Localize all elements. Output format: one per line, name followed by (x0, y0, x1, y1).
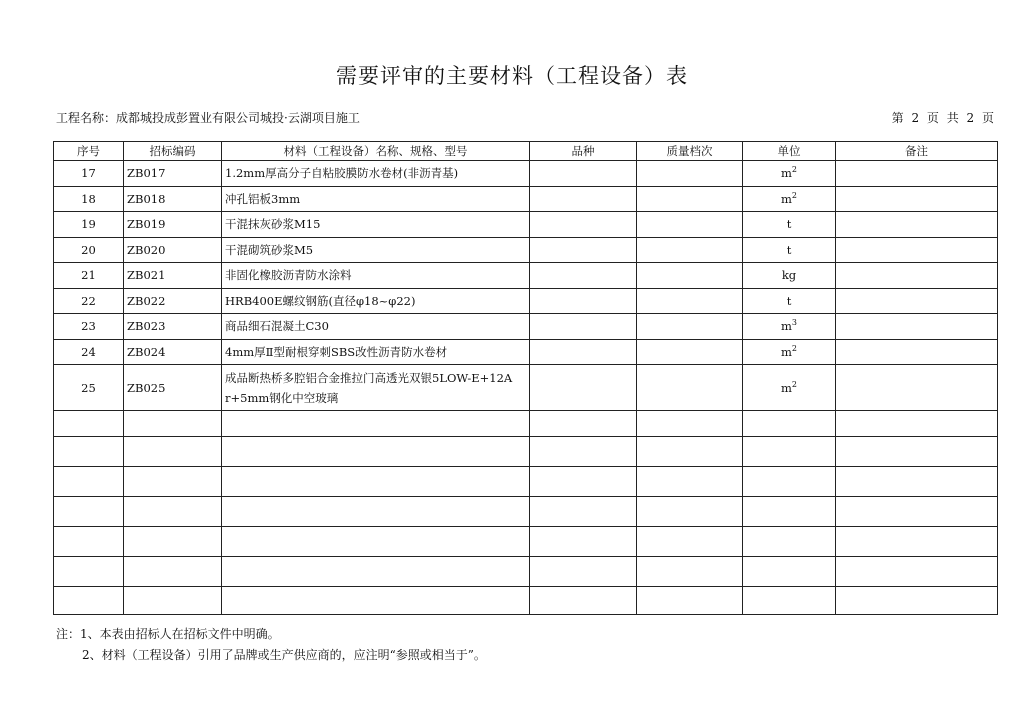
row-variety (530, 314, 637, 340)
row-remark (836, 288, 998, 314)
row-remark (836, 365, 998, 411)
row-grade (637, 237, 743, 263)
materials-table (53, 141, 998, 615)
page-number: 第 2 页 共 2 页 (891, 111, 994, 125)
row-name: HRB400E螺纹钢筋(直径φ18~φ22) (222, 288, 530, 314)
row-name: 非固化橡胶沥青防水涂料 (222, 263, 530, 289)
row-code: ZB023 (124, 314, 222, 340)
row-remark (836, 263, 998, 289)
page-title: 需要评审的主要材料（工程设备）表 (336, 64, 688, 88)
header-no: 序号 (54, 142, 124, 161)
row-variety (530, 365, 637, 411)
row-grade (637, 339, 743, 365)
notes (56, 624, 486, 666)
row-name: 1.2mm厚高分子自粘胶膜防水卷材(非沥青基) (222, 161, 530, 187)
header-unit: 单位 (743, 142, 836, 161)
project-name: 工程名称：成都城投成彭置业有限公司城投·云湖项目施工 (56, 111, 360, 125)
row-no: 17 (54, 161, 124, 187)
row-no: 20 (54, 237, 124, 263)
row-remark (836, 314, 998, 340)
row-remark (836, 212, 998, 238)
header-code: 招标编码 (124, 142, 222, 161)
row-unit: t (743, 288, 836, 314)
empty-row (54, 436, 998, 466)
row-remark (836, 161, 998, 187)
row-no: 22 (54, 288, 124, 314)
table-row (54, 339, 998, 365)
row-variety (530, 212, 637, 238)
note-2: 2、材料（工程设备）引用了品牌或生产供应商的，应注明“参照或相当于”。 (82, 648, 486, 662)
table-row (54, 314, 998, 340)
row-no: 21 (54, 263, 124, 289)
header-variety: 品种 (530, 142, 637, 161)
row-grade (637, 365, 743, 411)
row-unit: kg (743, 263, 836, 289)
table-row (54, 212, 998, 238)
row-variety (530, 237, 637, 263)
table-row (54, 161, 998, 187)
row-name: 4mm厚Ⅱ型耐根穿刺SBS改性沥青防水卷材 (222, 339, 530, 365)
row-remark (836, 237, 998, 263)
row-grade (637, 314, 743, 340)
note-1: 注：1、本表由招标人在招标文件中明确。 (56, 627, 280, 641)
row-no: 18 (54, 186, 124, 212)
row-unit: $m^2$ (743, 186, 836, 212)
row-name-line-1: 成品断热桥多腔铝合金推拉门高透光双银5LOW-E+12A (225, 370, 513, 385)
row-grade (637, 186, 743, 212)
row-unit: t (743, 212, 836, 238)
row-unit: $m^2$ (743, 365, 836, 411)
row-variety (530, 288, 637, 314)
row-variety (530, 161, 637, 187)
row-name: 干混砌筑砂浆M5 (222, 237, 530, 263)
row-name (222, 365, 530, 411)
row-variety (530, 339, 637, 365)
table-row (54, 365, 998, 411)
header-grade: 质量档次 (637, 142, 743, 161)
table-header-row (54, 142, 998, 161)
row-code: ZB017 (124, 161, 222, 187)
row-no: 23 (54, 314, 124, 340)
row-variety (530, 263, 637, 289)
empty-row (54, 526, 998, 556)
row-remark (836, 339, 998, 365)
row-unit: $m^2$ (743, 161, 836, 187)
row-grade (637, 263, 743, 289)
row-code: ZB024 (124, 339, 222, 365)
row-variety (530, 186, 637, 212)
row-unit: t (743, 237, 836, 263)
empty-row (54, 586, 998, 614)
row-name: 商品细石混凝土C30 (222, 314, 530, 340)
row-unit: $m^3$ (743, 314, 836, 340)
row-grade (637, 161, 743, 187)
row-grade (637, 288, 743, 314)
row-name-line-2: r+5mm钢化中空玻璃 (225, 390, 339, 405)
row-code: ZB022 (124, 288, 222, 314)
empty-row (54, 496, 998, 526)
empty-row (54, 411, 998, 437)
row-code: ZB021 (124, 263, 222, 289)
row-remark (836, 186, 998, 212)
table-row (54, 288, 998, 314)
empty-row (54, 556, 998, 586)
row-no: 19 (54, 212, 124, 238)
empty-row (54, 466, 998, 496)
row-code: ZB018 (124, 186, 222, 212)
row-code: ZB020 (124, 237, 222, 263)
table-row (54, 263, 998, 289)
header-remark: 备注 (836, 142, 998, 161)
row-name: 冲孔铝板3mm (222, 186, 530, 212)
table-row (54, 186, 998, 212)
row-code: ZB025 (124, 365, 222, 411)
row-name: 干混抹灰砂浆M15 (222, 212, 530, 238)
row-code: ZB019 (124, 212, 222, 238)
table-row (54, 237, 998, 263)
row-unit: $m^2$ (743, 339, 836, 365)
row-no: 25 (54, 365, 124, 411)
row-grade (637, 212, 743, 238)
header-name: 材料（工程设备）名称、规格、型号 (222, 142, 530, 161)
row-no: 24 (54, 339, 124, 365)
